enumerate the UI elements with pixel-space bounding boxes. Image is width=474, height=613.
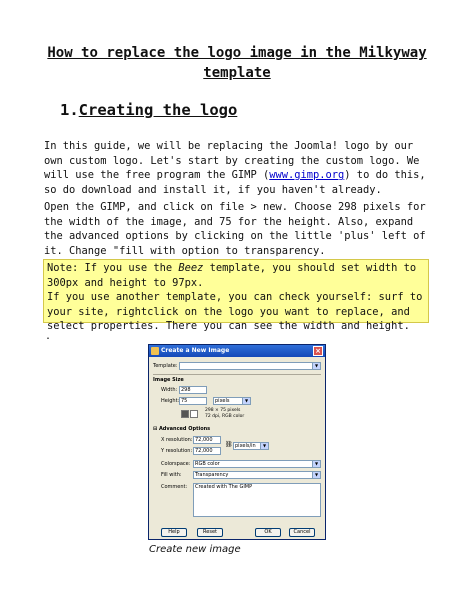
intro-text-before-link: In this guide, we will be replacing the Joomla! logo by our own custom logo. Let's start by creating the custom logo. We will use the free program the GIMP ( bbox=[44, 140, 420, 182]
note-template-name: Beez bbox=[178, 262, 204, 274]
note-second-line: If you use another template, you can check yourself: surf to your site, rightclick on the logo you want to replace, and select properties. There you can see the width and height. bbox=[47, 291, 423, 333]
reset-button[interactable]: Reset bbox=[197, 528, 223, 537]
help-button[interactable]: Help bbox=[161, 528, 187, 537]
close-icon[interactable]: × bbox=[313, 346, 323, 356]
xres-label: X resolution: bbox=[161, 437, 193, 443]
create-image-dialog-screenshot bbox=[148, 344, 326, 540]
gimp-link[interactable]: www.gimp.org bbox=[269, 169, 345, 182]
note-text-after: template, you should set width to 300px and height to 97px. bbox=[47, 262, 417, 289]
width-input[interactable]: 298 bbox=[179, 386, 207, 394]
height-label: Height: bbox=[161, 398, 180, 404]
advanced-options-toggle[interactable] bbox=[153, 426, 210, 432]
template-label: Template: bbox=[153, 363, 178, 369]
yres-input[interactable]: 72,000 bbox=[193, 447, 221, 455]
chevron-down-icon: ▼ bbox=[242, 398, 250, 404]
colorspace-value: RGB color bbox=[195, 461, 220, 467]
chevron-down-icon: ▼ bbox=[260, 443, 268, 449]
note-text-before: Note: If you use the bbox=[47, 262, 179, 274]
minus-icon: ⊟ bbox=[153, 426, 159, 432]
unit-value: pixels bbox=[215, 398, 230, 404]
ok-button[interactable]: OK bbox=[255, 528, 281, 537]
advanced-options-label: Advanced Options bbox=[158, 426, 211, 432]
heading-number: 1. bbox=[60, 101, 79, 119]
document-title: How to replace the logo image in the Milkyway template bbox=[47, 45, 427, 81]
intro-text-after-link: ) to do this, so do download and install it, if you haven't already. bbox=[44, 169, 426, 196]
res-unit-value: pixels/in bbox=[235, 443, 256, 449]
dialog-title: Create a New Image bbox=[161, 347, 230, 354]
chain-link-icon[interactable]: ⛓ bbox=[225, 441, 233, 448]
unit-select[interactable] bbox=[213, 397, 251, 405]
template-select[interactable] bbox=[179, 362, 321, 370]
chevron-down-icon: ▼ bbox=[312, 472, 320, 478]
size-info-line1: 298 × 75 pixels bbox=[205, 408, 241, 413]
height-input[interactable]: 75 bbox=[179, 397, 207, 405]
comment-label: Comment: bbox=[161, 484, 188, 490]
fill-value: Transparency bbox=[195, 472, 229, 478]
dialog-titlebar bbox=[149, 345, 325, 357]
intro-paragraph bbox=[44, 139, 436, 197]
chevron-down-icon: ▼ bbox=[312, 363, 320, 369]
note-box bbox=[43, 259, 429, 333]
image-size-label: Image Size bbox=[153, 377, 184, 383]
fill-label: Fill with: bbox=[161, 472, 182, 478]
colorspace-select[interactable] bbox=[193, 460, 321, 468]
cancel-button[interactable]: Cancel bbox=[289, 528, 315, 537]
size-info-line2: 72 dpi, RGB color bbox=[205, 414, 245, 419]
fill-select[interactable] bbox=[193, 471, 321, 479]
xres-input[interactable]: 72,000 bbox=[193, 436, 221, 444]
instructions-paragraph: Open the GIMP, and click on file > new. Choose 298 pixels for the width of the image, and 75 for the height. Also, expand the advanced options by clicking on the little 'plus' left of it. Change "fill with option to transparency. bbox=[44, 201, 426, 257]
chevron-down-icon: ▼ bbox=[312, 461, 320, 467]
heading-text: Creating the logo bbox=[78, 101, 238, 119]
gimp-icon bbox=[151, 347, 159, 355]
res-unit-select[interactable] bbox=[233, 442, 269, 450]
comment-textarea[interactable]: Created with The GIMP bbox=[193, 483, 321, 517]
width-label: Width: bbox=[161, 387, 178, 393]
stray-dot: . bbox=[45, 331, 52, 342]
landscape-icon[interactable] bbox=[190, 410, 198, 418]
divider bbox=[153, 374, 321, 375]
portrait-icon[interactable] bbox=[181, 410, 189, 418]
section-heading bbox=[60, 100, 237, 120]
colorspace-label: Colorspace: bbox=[161, 461, 191, 467]
figure-caption: Create new image bbox=[149, 544, 241, 555]
yres-label: Y resolution: bbox=[161, 448, 193, 454]
